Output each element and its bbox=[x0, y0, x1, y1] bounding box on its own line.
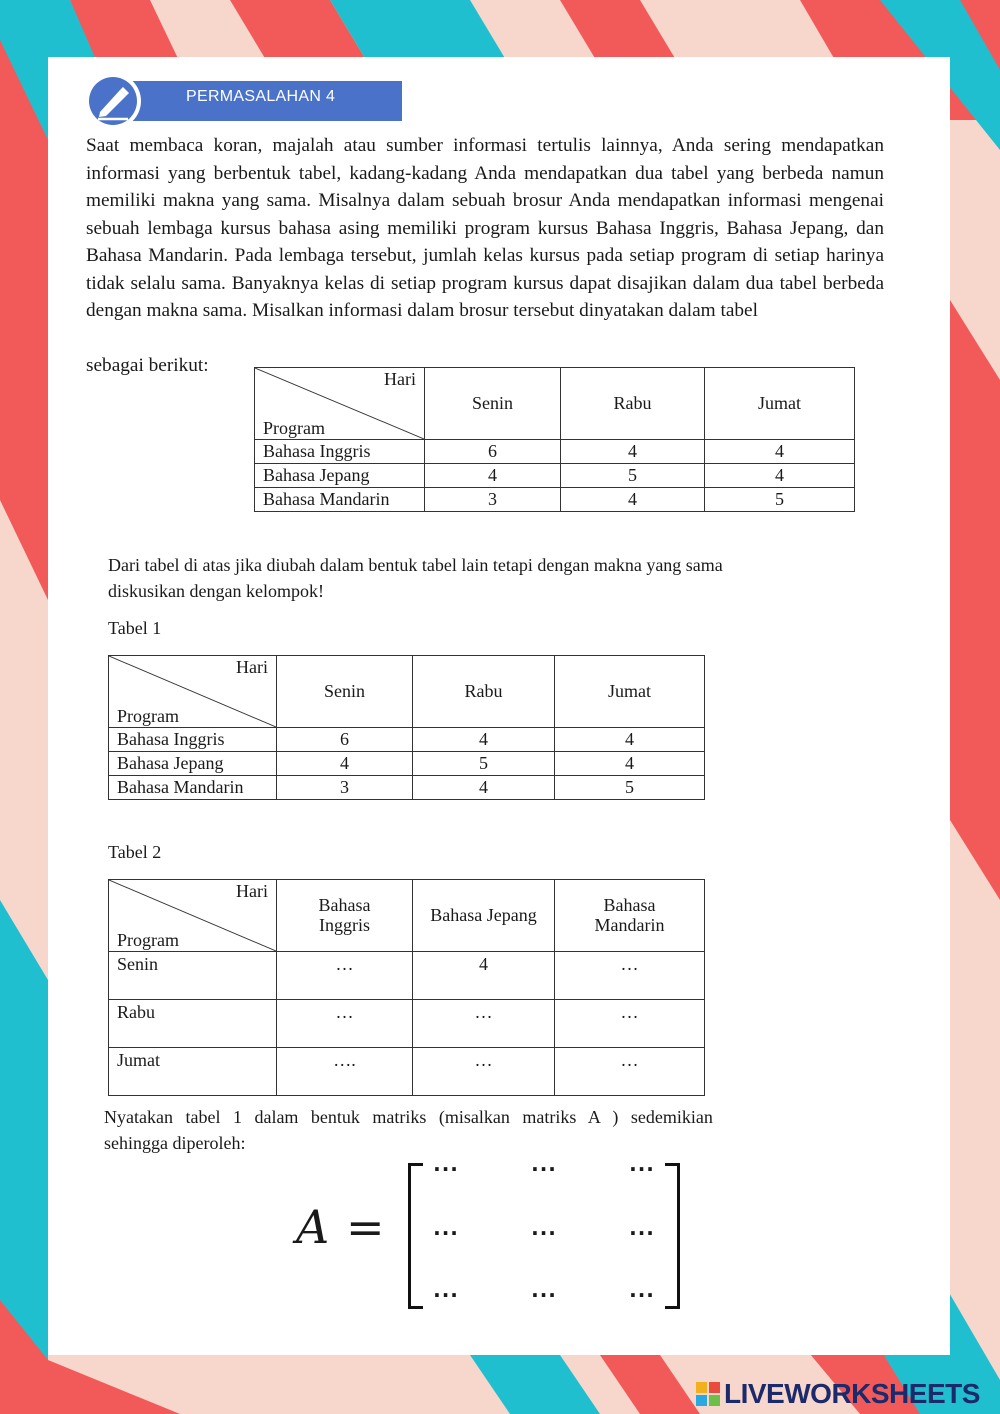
table-corner-header bbox=[109, 880, 277, 952]
corner-hari-label: Hari bbox=[236, 657, 268, 677]
table-cell: … bbox=[277, 1000, 413, 1048]
matrix-task-line-1: Nyatakan tabel 1 dalam bentuk matriks (misalkan matriks A ) sedemikian bbox=[104, 1107, 713, 1127]
tabel1-caption: Tabel 1 bbox=[108, 618, 162, 638]
matrix-cell: ··· bbox=[531, 1221, 557, 1245]
column-header: Senin bbox=[277, 656, 413, 728]
column-header bbox=[277, 880, 413, 952]
table-row bbox=[255, 464, 855, 488]
tabel2 bbox=[108, 879, 705, 1096]
table-cell: … bbox=[555, 952, 705, 1000]
row-label: Bahasa Inggris bbox=[109, 728, 277, 752]
table-corner-header bbox=[109, 656, 277, 728]
table-corner-header bbox=[255, 368, 425, 440]
column-header: Rabu bbox=[561, 368, 705, 440]
corner-hari-label: Hari bbox=[236, 881, 268, 901]
table-cell: 5 bbox=[413, 752, 555, 776]
table-cell: 4 bbox=[555, 728, 705, 752]
matrix-cell: ··· bbox=[433, 1157, 459, 1181]
tabel2-caption: Tabel 2 bbox=[108, 842, 162, 862]
table-cell: 4 bbox=[561, 488, 705, 512]
column-header-line: Inggris bbox=[319, 914, 370, 935]
row-label: Bahasa Mandarin bbox=[109, 776, 277, 800]
matrix-cell: ··· bbox=[629, 1283, 655, 1307]
row-label: Bahasa Mandarin bbox=[255, 488, 425, 512]
instruction-line-1: Dari tabel di atas jika diubah dalam bentuk tabel lain tetapi dengan makna yang sama bbox=[108, 555, 723, 575]
corner-program-label: Program bbox=[117, 706, 179, 727]
table-cell: 4 bbox=[705, 464, 855, 488]
table-row bbox=[255, 488, 855, 512]
instruction-line-2: diskusikan dengan kelompok! bbox=[108, 581, 324, 601]
brochure-table bbox=[254, 367, 855, 512]
table-cell: 4 bbox=[413, 952, 555, 1000]
table-row bbox=[109, 776, 705, 800]
section-title: PERMASALAHAN 4 bbox=[186, 88, 336, 105]
column-header: Jumat bbox=[555, 656, 705, 728]
table-cell: 5 bbox=[705, 488, 855, 512]
row-label: Bahasa Jepang bbox=[109, 752, 277, 776]
row-label: Senin bbox=[109, 952, 277, 1000]
table-cell: 4 bbox=[705, 440, 855, 464]
table-row bbox=[255, 440, 855, 464]
matrix-a bbox=[408, 1157, 680, 1307]
logo-text: LIVEWORKSHEETS bbox=[724, 1378, 980, 1409]
table-cell: 4 bbox=[413, 728, 555, 752]
column-header: Jumat bbox=[705, 368, 855, 440]
column-header-line: Bahasa bbox=[318, 894, 371, 915]
row-label: Bahasa Jepang bbox=[255, 464, 425, 488]
matrix-cell: ··· bbox=[629, 1157, 655, 1181]
tabel1 bbox=[108, 655, 705, 800]
table-cell: 6 bbox=[425, 440, 561, 464]
table-cell: 4 bbox=[413, 776, 555, 800]
table-row bbox=[109, 952, 705, 1000]
table-cell: 5 bbox=[561, 464, 705, 488]
intro-paragraph: Saat membaca koran, majalah atau sumber informasi tertulis lainnya, Anda sering mendapatkan informasi yang berbentuk tabel, kadang-kadang Anda mendapatkan dua tabel yang berbeda namun memiliki makna yang sama. Misalnya dalam sebuah brosur Anda mendapatkan informasi mengenai sebuah lembaga kursus bahasa asing memiliki program kursus Bahasa Inggris, Bahasa Jepang, dan Bahasa Mandarin. Pada lembaga tersebut, jumlah kelas kursus pada setiap program di setiap harinya tidak selalu sama. Banyaknya kelas di setiap program kursus dapat disajikan dalam dua tabel berbeda dengan makna sama. Misalkan informasi dalam brosur tersebut dinyatakan dalam tabel bbox=[86, 135, 884, 321]
matrix-cell: ··· bbox=[629, 1221, 655, 1245]
corner-program-label: Program bbox=[263, 418, 325, 439]
liveworksheets-logo bbox=[696, 1378, 980, 1412]
row-label: Jumat bbox=[109, 1048, 277, 1096]
row-label: Bahasa Inggris bbox=[255, 440, 425, 464]
table-cell: …. bbox=[277, 1048, 413, 1096]
column-header-line: Bahasa bbox=[603, 894, 656, 915]
table-cell: … bbox=[413, 1048, 555, 1096]
table-cell: 4 bbox=[555, 752, 705, 776]
column-header-line: Bahasa Jepang bbox=[430, 904, 537, 925]
row-label: Rabu bbox=[109, 1000, 277, 1048]
column-header bbox=[555, 880, 705, 952]
pen-writing-icon bbox=[84, 72, 142, 130]
table-cell: 4 bbox=[425, 464, 561, 488]
matrix-cell: ··· bbox=[433, 1221, 459, 1245]
column-header bbox=[413, 880, 555, 952]
section-header bbox=[84, 72, 402, 128]
table-cell: 5 bbox=[555, 776, 705, 800]
matrix-equals-sign: = bbox=[346, 1200, 385, 1254]
live-badge-icon bbox=[696, 1382, 720, 1406]
intro-last-line: sebagai berikut: bbox=[86, 355, 209, 376]
matrix-label: A bbox=[296, 1200, 330, 1254]
table-cell: … bbox=[555, 1048, 705, 1096]
matrix-cell: ··· bbox=[531, 1157, 557, 1181]
corner-hari-label: Hari bbox=[384, 369, 416, 389]
column-header: Rabu bbox=[413, 656, 555, 728]
table-cell: … bbox=[277, 952, 413, 1000]
table-cell: 4 bbox=[277, 752, 413, 776]
table-cell: … bbox=[555, 1000, 705, 1048]
column-header: Senin bbox=[425, 368, 561, 440]
table-cell: 3 bbox=[277, 776, 413, 800]
table-row bbox=[109, 752, 705, 776]
table-row bbox=[109, 728, 705, 752]
matrix-cell: ··· bbox=[531, 1283, 557, 1307]
table-row bbox=[109, 1048, 705, 1096]
table-row bbox=[109, 1000, 705, 1048]
column-header-line: Mandarin bbox=[594, 914, 665, 935]
matrix-task-line-2: sehingga diperoleh: bbox=[104, 1133, 246, 1153]
table-cell: … bbox=[413, 1000, 555, 1048]
table-cell: 4 bbox=[561, 440, 705, 464]
table-cell: 3 bbox=[425, 488, 561, 512]
corner-program-label: Program bbox=[117, 930, 179, 951]
matrix-cell: ··· bbox=[433, 1283, 459, 1307]
table-cell: 6 bbox=[277, 728, 413, 752]
